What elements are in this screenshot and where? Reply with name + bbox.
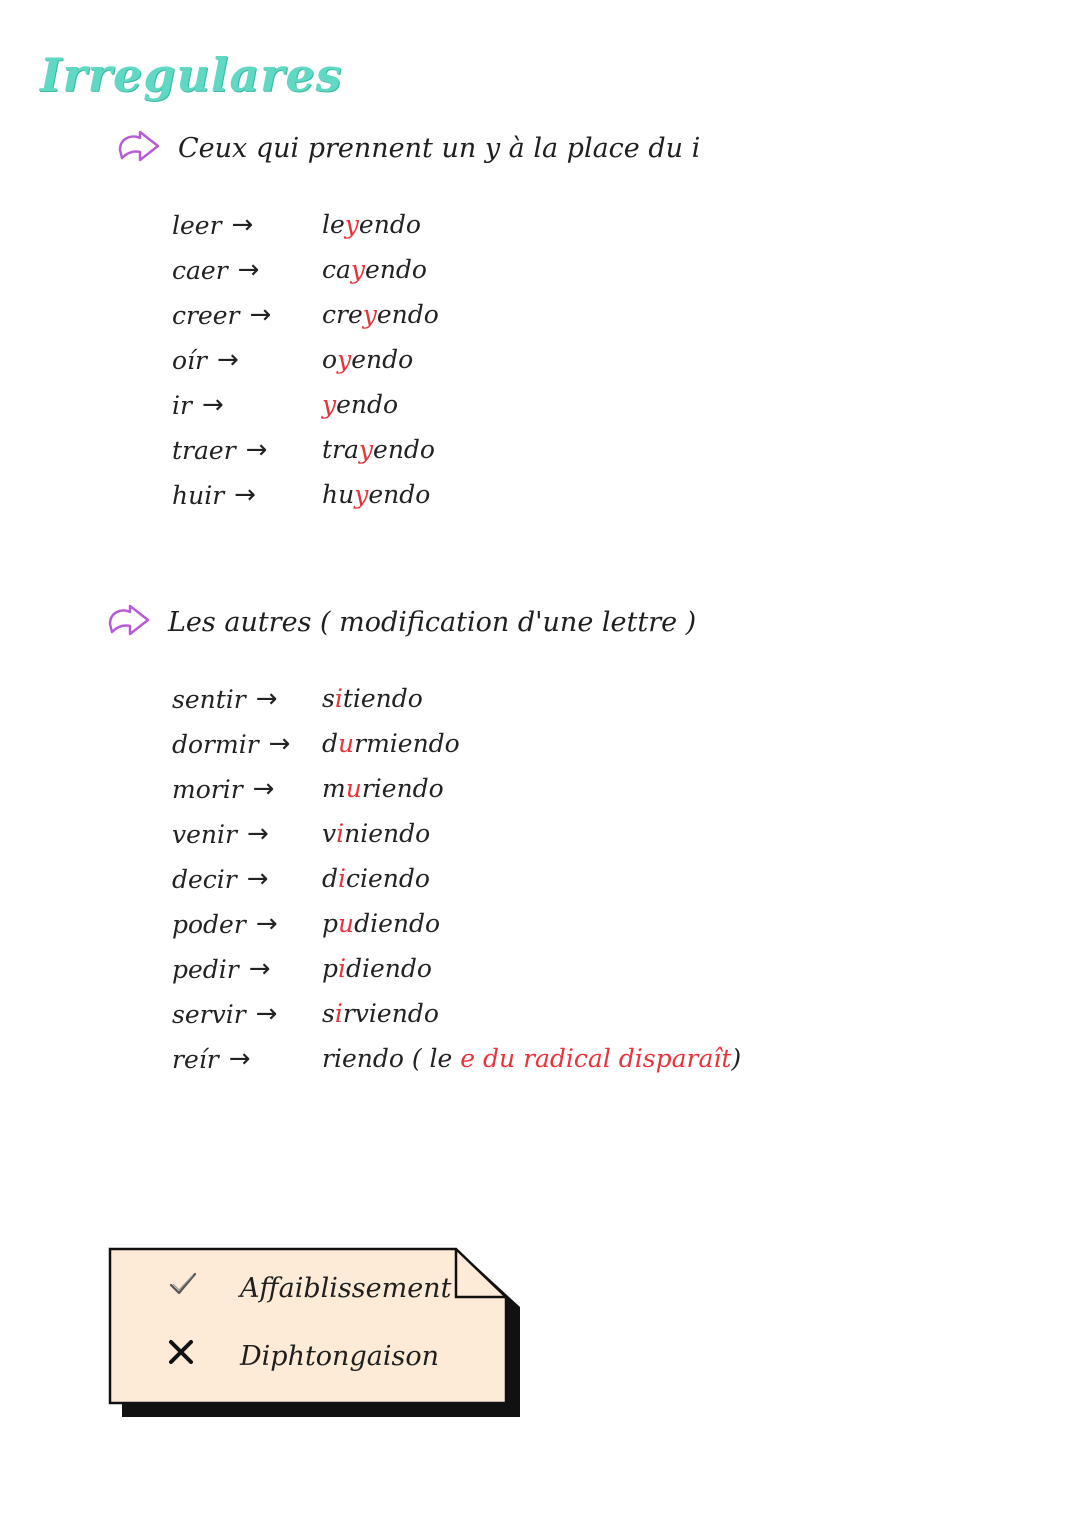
infinitive-text: decir [172,864,237,894]
gerund-part: m [322,774,346,803]
gerund [322,684,423,713]
gerund [322,729,460,758]
infinitive-text: traer [172,435,236,465]
gerund-part: o [322,345,338,374]
gerund-highlight: e du radical disparaît [460,1044,732,1073]
gerund-part: v [322,819,337,848]
infinitive-text: caer [172,255,228,285]
infinitive [172,819,269,849]
curved-arrow-icon [106,602,154,642]
gerund [322,864,430,893]
gerund [322,210,421,239]
curved-arrow-icon [116,128,164,168]
infinitive [172,684,278,714]
infinitive-text: pedir [172,954,239,984]
section-2-heading: Les autres ( modification d'une lettre ) [168,606,697,638]
gerund-part: riendo ( le [322,1044,461,1073]
gerund-part: s [322,684,335,713]
infinitive-text: ir [172,390,192,420]
note-check-label: Affaiblissement [240,1272,452,1304]
infinitive-text: venir [172,819,237,849]
infinitive [172,210,253,240]
infinitive [172,255,259,285]
note-cross-label: Diphtongaison [240,1340,439,1372]
infinitive-text: dormir [172,729,259,759]
arrow-right-icon: → [201,390,224,420]
gerund-part: ciendo [346,864,430,893]
note-box [108,1247,508,1405]
infinitive [172,480,256,510]
gerund [322,390,398,419]
arrow-right-icon: → [248,954,271,984]
note-row-cross [168,1339,439,1373]
gerund [322,909,440,938]
gerund-part: d [322,864,339,893]
infinitive [172,909,278,939]
gerund-part: endo [376,300,439,329]
gerund [322,255,427,284]
gerund-highlight: y [362,300,377,329]
gerund-highlight: y [337,345,352,374]
cross-icon [168,1339,202,1373]
arrow-right-icon: → [249,300,272,330]
infinitive [172,1044,251,1074]
gerund [322,999,439,1028]
infinitive-text: reír [172,1044,219,1074]
section-2-header [106,602,696,642]
infinitive-text: huir [172,480,225,510]
infinitive-text: sentir [172,684,246,714]
arrow-right-icon: → [268,729,291,759]
infinitive-text: servir [172,999,246,1029]
gerund-part: s [322,999,335,1028]
arrow-right-icon: → [246,819,269,849]
infinitive [172,729,290,759]
gerund-highlight: u [338,729,355,758]
section-1-heading: Ceux qui prennent un y à la place du i [178,132,701,164]
gerund-part: endo [365,255,427,284]
gerund-part: ) [731,1044,742,1073]
gerund [322,480,430,509]
gerund-highlight: i [334,999,343,1028]
gerund-part: rviendo [342,999,439,1028]
infinitive [172,954,271,984]
gerund [322,300,439,329]
arrow-right-icon: → [228,1044,251,1074]
infinitive-text: oír [172,345,207,375]
infinitive [172,300,271,330]
arrow-right-icon: → [237,255,260,285]
gerund-part: hu [322,480,355,509]
infinitive-text: leer [172,210,222,240]
gerund-part: endo [368,480,431,509]
gerund-part: ca [322,255,351,284]
arrow-right-icon: → [246,864,269,894]
gerund-highlight: y [322,390,337,419]
gerund-part: diendo [354,909,441,938]
gerund-highlight: i [338,954,347,983]
note-row-check [168,1271,451,1305]
arrow-right-icon: → [234,480,256,510]
gerund-part: riendo [361,774,444,803]
gerund-part: p [322,909,339,938]
arrow-right-icon: → [245,435,268,465]
gerund [322,435,435,464]
checkmark-icon [168,1271,202,1305]
gerund [322,819,430,848]
infinitive [172,390,224,420]
infinitive [172,774,274,804]
infinitive-text: creer [172,300,240,330]
gerund-highlight: y [350,255,366,284]
gerund-highlight: y [344,210,359,239]
gerund-part: p [322,954,339,983]
gerund-part: le [322,210,345,239]
gerund [322,345,413,374]
page-title: Irregulares [40,48,343,102]
arrow-right-icon: → [252,774,275,804]
section-1-header [116,128,700,168]
gerund-part: endo [351,345,414,374]
infinitive [172,345,239,375]
gerund-part: tra [322,435,359,464]
gerund-highlight: u [345,774,362,803]
gerund-part: tiendo [342,684,423,713]
arrow-right-icon: → [231,210,254,240]
infinitive-text: poder [172,909,246,939]
gerund [322,774,444,803]
infinitive [172,999,277,1029]
arrow-right-icon: → [255,909,278,939]
gerund-part: endo [358,210,421,239]
gerund-part: niendo [344,819,431,848]
infinitive [172,435,267,465]
gerund-part: rmiendo [354,729,460,758]
gerund-part: diendo [346,954,432,983]
gerund-highlight: i [336,819,345,848]
gerund-highlight: u [338,909,355,938]
gerund [322,954,432,983]
arrow-right-icon: → [255,999,278,1029]
gerund-part: d [322,729,339,758]
infinitive [172,864,269,894]
gerund-highlight: i [338,864,347,893]
gerund-part: endo [373,435,435,464]
arrow-right-icon: → [217,345,239,375]
arrow-right-icon: → [255,684,278,714]
gerund-highlight: i [334,684,343,713]
gerund-part: endo [336,390,399,419]
infinitive-text: morir [172,774,243,804]
gerund-highlight: y [354,480,369,509]
gerund [322,1044,741,1073]
gerund-highlight: y [358,435,374,464]
gerund-part: cre [322,300,363,329]
